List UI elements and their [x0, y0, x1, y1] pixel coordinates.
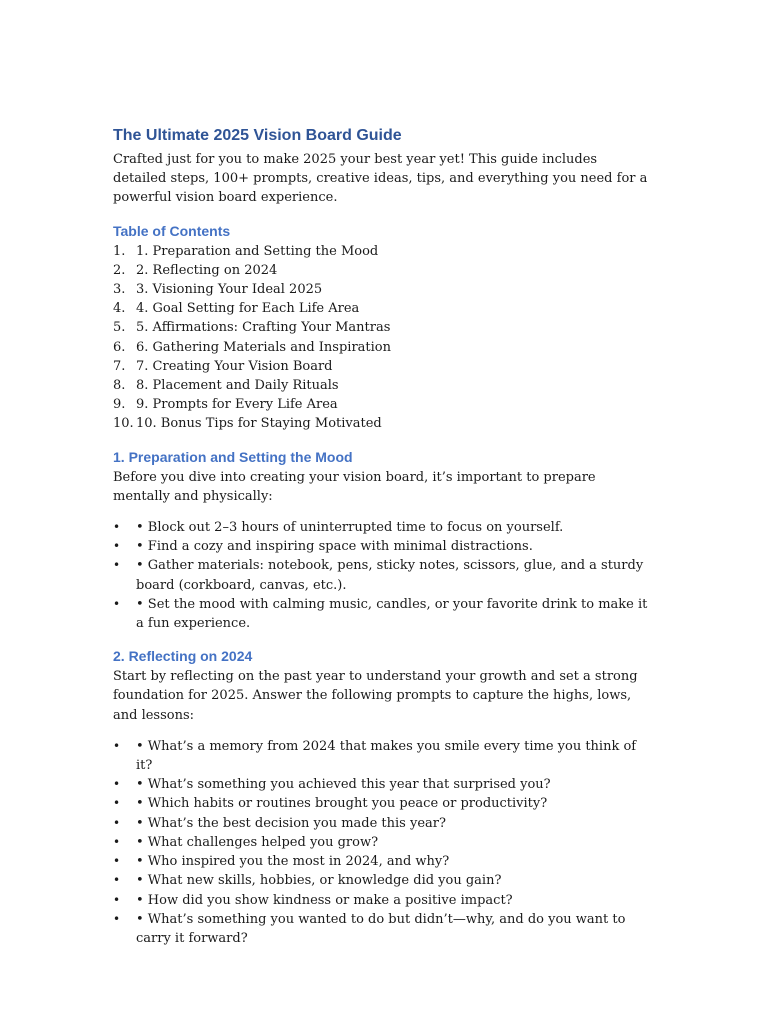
- toc-item-label: 4. Goal Setting for Each Life Area: [136, 301, 360, 317]
- section-2-heading: 2. Reflecting on 2024: [113, 648, 253, 665]
- toc-item: [113, 395, 653, 414]
- list-item-text: • What’s a memory from 2024 that makes you smile every time you think of it?: [136, 738, 637, 774]
- bullet-icon: •: [113, 596, 121, 611]
- section-1-heading: 1. Preparation and Setting the Mood: [113, 448, 353, 465]
- toc-item-number: 5.: [113, 320, 126, 336]
- toc-item: [113, 261, 653, 280]
- list-item-text: • Gather materials: notebook, pens, sticky notes, scissors, glue, and a sturdy board (corkboard, canvas, etc.).: [136, 558, 644, 593]
- toc-item-number: 4.: [113, 301, 126, 317]
- bullet-icon: •: [113, 558, 121, 573]
- list-item: [113, 518, 653, 537]
- toc-item: [113, 338, 653, 357]
- list-item-text: • What’s something you wanted to do but didn’t—why, and do you want to carry it forward?: [136, 911, 626, 946]
- section-1-intro: Before you dive into creating your vision board, it’s important to prepare mentally and physically:: [113, 469, 596, 504]
- bullet-icon: •: [113, 539, 121, 554]
- list-item: [113, 814, 653, 833]
- toc-item-number: 7.: [113, 358, 126, 374]
- list-item: [113, 595, 653, 633]
- list-item: [113, 794, 653, 813]
- toc-item-number: 10.: [113, 416, 134, 432]
- section-1-bullet-list: [113, 518, 653, 633]
- toc-item-label: 3. Visioning Your Ideal 2025: [136, 282, 323, 298]
- list-item: [113, 871, 653, 890]
- list-item: [113, 775, 653, 794]
- bullet-icon: •: [113, 777, 121, 792]
- list-item: [113, 891, 653, 910]
- bullet-icon: •: [113, 738, 121, 753]
- bullet-icon: •: [113, 815, 121, 830]
- toc-item: [113, 357, 653, 376]
- section-2-bullet-list: [113, 737, 653, 948]
- toc-item-label: 8. Placement and Daily Rituals: [136, 378, 339, 394]
- list-item-text: • How did you show kindness or make a positive impact?: [136, 892, 513, 908]
- list-item-text: • Who inspired you the most in 2024, and why?: [136, 854, 450, 870]
- bullet-icon: •: [113, 796, 121, 811]
- toc-item-label: 9. Prompts for Every Life Area: [136, 397, 338, 413]
- list-item-text: • Set the mood with calming music, candles, or your favorite drink to make it a fun experience.: [136, 596, 648, 632]
- list-item-text: • What new skills, hobbies, or knowledge did you gain?: [136, 873, 502, 889]
- toc-item-label: 10. Bonus Tips for Staying Motivated: [136, 416, 382, 432]
- toc-item-number: 8.: [113, 378, 126, 394]
- list-item-text: • Which habits or routines brought you peace or productivity?: [136, 796, 548, 812]
- list-item: [113, 556, 653, 594]
- bullet-icon: •: [113, 834, 121, 849]
- bullet-icon: •: [113, 892, 121, 907]
- toc-item: [113, 376, 653, 395]
- bullet-icon: •: [113, 873, 121, 888]
- toc-item-label: 6. Gathering Materials and Inspiration: [136, 339, 392, 355]
- table-of-contents: [113, 242, 653, 434]
- toc-item-number: 9.: [113, 397, 126, 413]
- list-item-text: • What’s something you achieved this year that surprised you?: [136, 777, 551, 793]
- bullet-icon: •: [113, 854, 121, 869]
- section-2-intro: Start by reflecting on the past year to understand your growth and set a strong foundation for 2025. Answer the following prompts to capture the highs, lows, and lessons:: [113, 669, 638, 723]
- toc-item-label: 2. Reflecting on 2024: [136, 262, 278, 278]
- toc-item-number: 1.: [113, 243, 126, 259]
- toc-item: [113, 242, 653, 261]
- bullet-icon: •: [113, 911, 121, 926]
- list-item-text: • Block out 2–3 hours of uninterrupted time to focus on yourself.: [136, 520, 564, 536]
- toc-item-number: 2.: [113, 262, 126, 278]
- toc-item-label: 7. Creating Your Vision Board: [136, 358, 333, 374]
- list-item-text: • What’s the best decision you made this year?: [136, 815, 446, 831]
- toc-heading: Table of Contents: [113, 222, 231, 239]
- toc-item-number: 6.: [113, 339, 126, 355]
- list-item: [113, 737, 653, 775]
- toc-item: [113, 318, 653, 337]
- list-item: [113, 852, 653, 871]
- toc-item: [113, 414, 653, 433]
- list-item: [113, 910, 653, 948]
- document-page: [113, 122, 653, 948]
- intro-paragraph: Crafted just for you to make 2025 your best year yet! This guide includes detailed steps, 100+ prompts, creative ideas, tips, and everything you need for a powerful vision board experience.: [113, 152, 648, 206]
- list-item: [113, 537, 653, 556]
- toc-item-label: 5. Affirmations: Crafting Your Mantras: [136, 320, 391, 336]
- toc-item: [113, 299, 653, 318]
- toc-item: [113, 280, 653, 299]
- toc-item-label: 1. Preparation and Setting the Mood: [136, 243, 379, 259]
- document-title: The Ultimate 2025 Vision Board Guide: [113, 127, 402, 144]
- list-item-text: • What challenges helped you grow?: [136, 834, 379, 850]
- toc-item-number: 3.: [113, 282, 126, 298]
- bullet-icon: •: [113, 520, 121, 535]
- list-item: [113, 833, 653, 852]
- list-item-text: • Find a cozy and inspiring space with minimal distractions.: [136, 539, 533, 555]
